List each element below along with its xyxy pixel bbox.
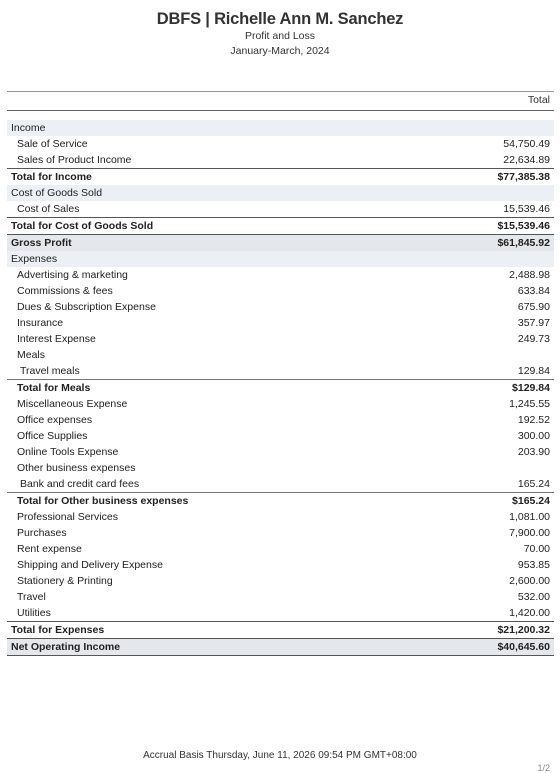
row-amount: $40,645.60 — [497, 641, 550, 653]
row-amount: 675.90 — [517, 301, 550, 313]
row-label: Net Operating Income — [11, 641, 121, 653]
line-item-row — [7, 605, 554, 621]
row-amount: 203.90 — [517, 446, 550, 458]
row-amount: 70.00 — [523, 543, 550, 555]
sub-line-item-row — [7, 363, 554, 379]
row-amount: 2,600.00 — [509, 575, 550, 587]
report-header — [0, 9, 560, 59]
line-item-row — [7, 589, 554, 605]
report-title: Profit and Loss — [244, 30, 316, 42]
subtotal-row — [7, 379, 554, 396]
subtotal-row — [7, 492, 554, 509]
line-item-row — [7, 283, 554, 299]
column-header-total: Total — [527, 94, 550, 106]
section-header-row — [7, 185, 554, 201]
row-label: Interest Expense — [17, 333, 96, 345]
section-header-row — [7, 120, 554, 136]
row-amount: $77,385.38 — [497, 171, 550, 183]
line-item-row — [7, 428, 554, 444]
line-item-row — [7, 267, 554, 283]
line-item-row — [7, 525, 554, 541]
line-item-row — [7, 396, 554, 412]
row-label: Expenses — [11, 253, 58, 265]
total-row — [7, 217, 554, 234]
row-amount: 22,634.89 — [503, 154, 550, 166]
row-label: Stationery & Printing — [17, 575, 113, 587]
row-amount: 129.84 — [517, 365, 550, 377]
row-label: Total for Other business expenses — [17, 495, 189, 507]
line-item-row — [7, 444, 554, 460]
row-label: Advertising & marketing — [17, 269, 128, 281]
line-item-row — [7, 347, 554, 363]
row-label: Insurance — [17, 317, 64, 329]
row-label: Gross Profit — [11, 237, 72, 249]
total-row — [7, 621, 554, 638]
sub-line-item-row — [7, 476, 554, 492]
report-footer: Accrual Basis Thursday, June 11, 2026 09:54 PM GMT+08:00 — [143, 750, 417, 761]
net-income-row — [7, 638, 554, 656]
row-label: Professional Services — [17, 511, 118, 523]
row-label: Sale of Service — [17, 138, 88, 150]
line-item-row — [7, 509, 554, 525]
line-item-row — [7, 412, 554, 428]
row-label: Travel meals — [20, 365, 80, 377]
row-label: Travel — [17, 591, 46, 603]
line-item-row — [7, 557, 554, 573]
row-amount: 300.00 — [517, 430, 550, 442]
row-amount: $165.24 — [512, 495, 550, 507]
row-label: Sales of Product Income — [17, 154, 132, 166]
row-label: Total for Income — [11, 171, 92, 183]
row-amount: 2,488.98 — [509, 269, 550, 281]
row-amount: 54,750.49 — [503, 138, 550, 150]
line-item-row — [7, 136, 554, 152]
row-amount: 357.97 — [517, 317, 550, 329]
row-label: Office expenses — [17, 414, 93, 426]
row-amount: 165.24 — [517, 478, 550, 490]
row-label: Meals — [17, 349, 46, 361]
page-number: 1/2 — [537, 763, 550, 773]
total-row — [7, 234, 554, 251]
report-rows — [7, 120, 554, 656]
row-amount: 532.00 — [517, 591, 550, 603]
row-label: Dues & Subscription Expense — [17, 301, 156, 313]
row-label: Bank and credit card fees — [20, 478, 140, 490]
line-item-row — [7, 299, 554, 315]
row-amount: $15,539.46 — [497, 220, 550, 232]
total-row — [7, 168, 554, 185]
line-item-row — [7, 315, 554, 331]
section-header-row — [7, 251, 554, 267]
row-label: Rent expense — [17, 543, 82, 555]
row-amount: $61,845.92 — [497, 237, 550, 249]
row-label: Office Supplies — [17, 430, 88, 442]
row-amount: 1,420.00 — [509, 607, 550, 619]
line-item-row — [7, 331, 554, 347]
row-label: Miscellaneous Expense — [17, 398, 128, 410]
column-header-row — [7, 92, 554, 111]
row-amount: 953.85 — [517, 559, 550, 571]
row-label: Total for Meals — [17, 382, 91, 394]
row-amount: 1,081.00 — [509, 511, 550, 523]
profit-and-loss-table — [7, 91, 554, 656]
row-label: Online Tools Expense — [17, 446, 119, 458]
row-label: Total for Cost of Goods Sold — [11, 220, 154, 232]
row-label: Income — [11, 122, 46, 134]
row-amount: 249.73 — [517, 333, 550, 345]
line-item-row — [7, 201, 554, 217]
line-item-row — [7, 541, 554, 557]
row-label: Shipping and Delivery Expense — [17, 559, 163, 571]
row-label: Cost of Sales — [17, 203, 80, 215]
report-period: January-March, 2024 — [230, 45, 330, 57]
row-amount: $21,200.32 — [497, 624, 550, 636]
row-amount: 7,900.00 — [509, 527, 550, 539]
row-amount: 1,245.55 — [509, 398, 550, 410]
row-label: Cost of Goods Sold — [11, 187, 103, 199]
row-label: Other business expenses — [17, 462, 136, 474]
row-label: Commissions & fees — [17, 285, 113, 297]
line-item-row — [7, 573, 554, 589]
row-amount: 633.84 — [517, 285, 550, 297]
line-item-row — [7, 152, 554, 168]
row-label: Utilities — [17, 607, 51, 619]
line-item-row — [7, 460, 554, 476]
company-name: DBFS | Richelle Ann M. Sanchez — [156, 10, 404, 28]
row-amount: 15,539.46 — [503, 203, 550, 215]
row-amount: 192.52 — [517, 414, 550, 426]
row-label: Purchases — [17, 527, 67, 539]
row-label: Total for Expenses — [11, 624, 105, 636]
row-amount: $129.84 — [512, 382, 550, 394]
